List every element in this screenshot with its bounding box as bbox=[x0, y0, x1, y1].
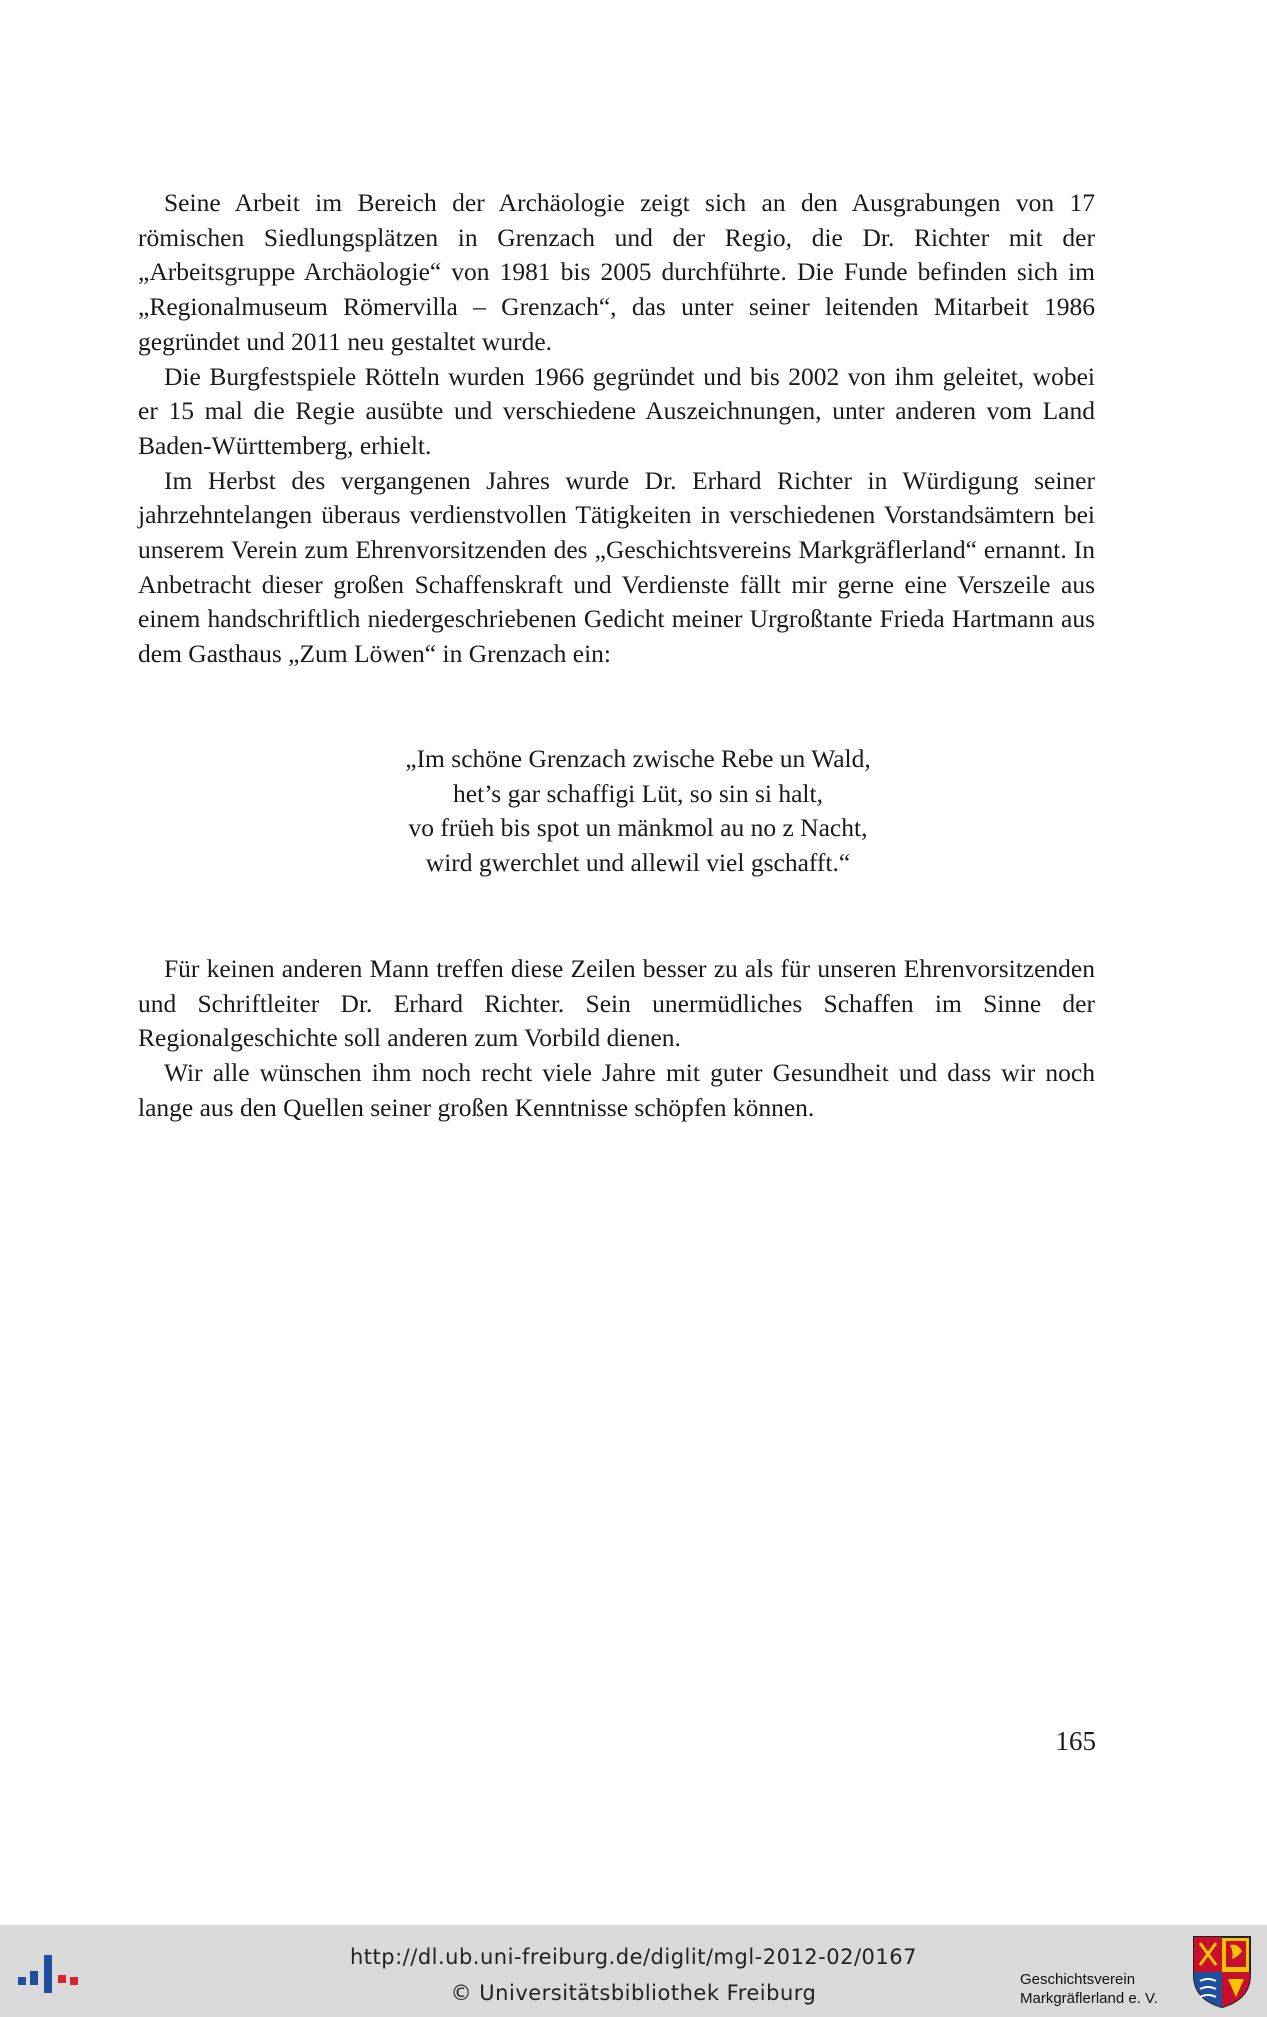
poem-line: „Im schöne Grenzach zwische Rebe un Wald, bbox=[405, 744, 871, 773]
org-name-line: Markgräflerland e. V. bbox=[1020, 1990, 1158, 2007]
closing-text bbox=[138, 952, 1095, 1126]
org-name bbox=[1020, 1970, 1185, 2008]
poem-line: het’s gar schaffigi Lüt, so sin si halt, bbox=[453, 778, 823, 808]
body-text bbox=[138, 186, 1095, 672]
page-number: 165 bbox=[1055, 1726, 1096, 1756]
poem-line: wird gwerchlet und allewil viel gschafft.“ bbox=[425, 847, 851, 877]
org-name-line: Geschichtsverein bbox=[1020, 1971, 1136, 1988]
footer-bar bbox=[0, 1925, 1267, 2017]
source-url-link[interactable]: http://dl.ub.uni-freiburg.de/diglit/mgl-2012-02/0167 bbox=[349, 1945, 917, 1969]
paragraph: Für keinen anderen Mann treffen diese Zeilen besser zu als für unseren Ehrenvorsitzenden und Schriftleiter Dr. Erhard Richter. Sein unermüdliches Schaffen im Sinne der Regionalgeschichte soll anderen zum Vorbild dienen. bbox=[138, 954, 1095, 1053]
paragraph: Im Herbst des vergangenen Jahres wurde Dr. Erhard Richter in Würdigung seiner jahrzehntelangen überaus verdienstvollen Tätigkeiten in verschiedenen Vorstandsämtern bei unserem Verein zum Ehrenvorsitzenden des „Geschichtsvereins Markgräflerland“ ernannt. In Anbetracht dieser großen Schaffenskraft und Verdienste fällt mir gerne eine Verszeile aus einem handschriftlich niedergeschriebenen Gedicht meiner Urgroßtante Frieda Hartmann aus dem Gasthaus „Zum Löwen“ in Grenzach ein: bbox=[138, 465, 1095, 669]
poem-line: vo früeh bis spot un mänkmol au no z Nacht, bbox=[408, 813, 868, 842]
poem-block bbox=[138, 742, 1138, 880]
paragraph: Wir alle wünschen ihm noch recht viele Jahre mit guter Gesundheit und dass wir noch lange aus den Quellen seiner großen Kenntnisse schöpfen können. bbox=[138, 1058, 1095, 1122]
paragraph: Seine Arbeit im Bereich der Archäologie zeigt sich an den Ausgrabungen von 17 römischen Siedlungsplätzen in Grenzach und der Regio, die Dr. Richter mit der „Arbeitsgruppe Archäologie“ von 1981 bis 2005 durchführte. Die Funde befinden sich im „Regionalmuseum Römervilla – Grenzach“, das unter seiner leitenden Mitarbeit 1986 gegründet und 2011 neu gestaltet wurde. bbox=[138, 188, 1095, 356]
copyright-text: © Universitätsbibliothek Freiburg bbox=[450, 1981, 817, 2005]
coat-of-arms-icon bbox=[1192, 1935, 1252, 2009]
paragraph: Die Burgfestspiele Rötteln wurden 1966 gegründet und bis 2002 von ihm geleitet, wobei er 15 mal die Regie ausübte und verschiedene Auszeichnungen, unter anderen vom Land Baden-Württemberg, erhielt. bbox=[138, 361, 1095, 460]
